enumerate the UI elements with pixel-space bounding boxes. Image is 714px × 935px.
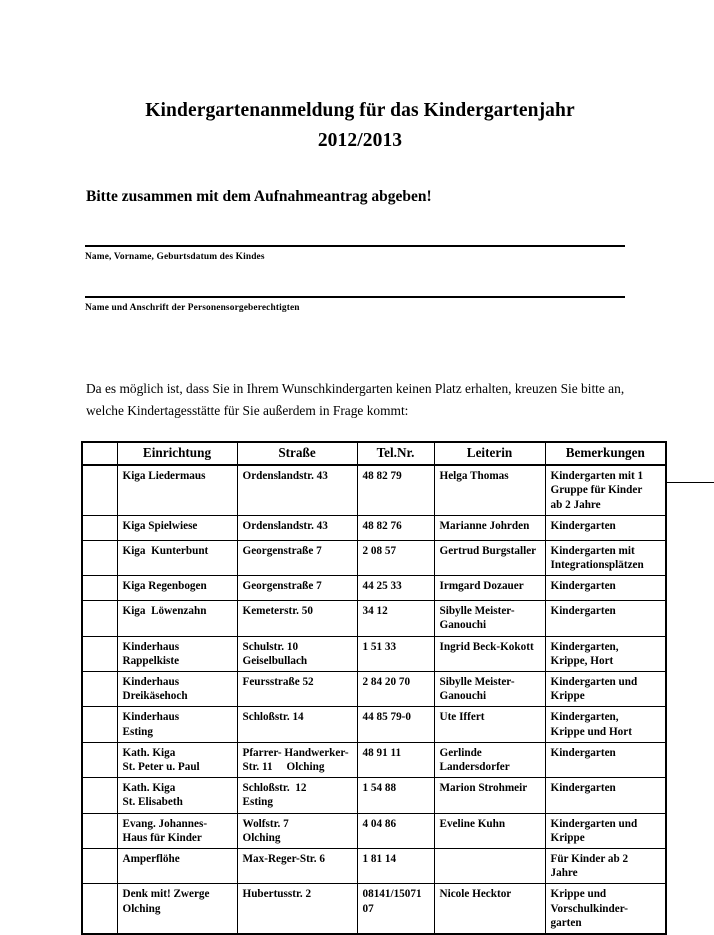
bemerkungen-cell: [545, 540, 666, 575]
leiterin-cell: [434, 884, 545, 934]
cell-line: Für Kinder ab 2: [550, 853, 629, 866]
form-field-caption: Name, Vorname, Geburtsdatum des Kindes: [85, 252, 265, 262]
leiterin-cell: [434, 813, 545, 848]
cell-line: Wolfstr. 7: [242, 817, 289, 830]
leiterin-cell: [434, 742, 545, 777]
table-row: [82, 465, 666, 515]
bemerkungen-cell: [545, 884, 666, 934]
strasse-cell: [237, 636, 357, 671]
einrichtung-cell: [117, 672, 237, 707]
column-header-strasse: Straße: [237, 442, 357, 465]
checkbox-cell[interactable]: [82, 849, 117, 884]
checkbox-cell[interactable]: [82, 707, 117, 742]
table-row: [82, 576, 666, 601]
table-header: [82, 442, 666, 465]
cell-line: Kiga Löwenzahn: [122, 605, 207, 618]
cell-line: Marianne Johrden: [439, 519, 530, 532]
strasse-cell: [237, 707, 357, 742]
cell-line: Kindergarten mit: [550, 544, 635, 557]
cell-line: Helga Thomas: [439, 470, 509, 483]
telefon-cell: [357, 707, 434, 742]
cell-line: Kindergarten mit 1: [550, 470, 644, 483]
table-row: [82, 672, 666, 707]
page-title: [80, 96, 640, 156]
strasse-cell: [237, 672, 357, 707]
telefon-cell: [357, 601, 434, 636]
cell-line: Kinderhaus: [122, 711, 180, 724]
cell-line: Olching: [122, 902, 161, 915]
cell-line: Gruppe für Kinder: [550, 484, 643, 497]
telefon-cell: [357, 540, 434, 575]
cell-line: 48 82 79: [362, 470, 402, 483]
cell-line: Kindergarten und: [550, 817, 638, 830]
checkbox-cell[interactable]: [82, 515, 117, 540]
checkbox-cell[interactable]: [82, 742, 117, 777]
cell-line: Kath. Kiga: [122, 782, 176, 795]
column-header-leiterin: Leiterin: [434, 442, 545, 465]
bemerkungen-cell: [545, 672, 666, 707]
scan-line-artifact: [666, 482, 714, 483]
cell-line: Ute Iffert: [439, 711, 485, 724]
table-header-row: [82, 442, 666, 465]
cell-line: 08141/15071: [362, 888, 422, 901]
cell-line: Kindergarten: [550, 782, 616, 795]
cell-line: Eveline Kuhn: [439, 817, 506, 830]
cell-line: Kiga Regenbogen: [122, 580, 207, 593]
cell-line: Kemeterstr. 50: [242, 605, 313, 618]
checkbox-cell[interactable]: [82, 778, 117, 813]
cell-line: Ingrid Beck-Kokott: [439, 640, 534, 653]
cell-line: Dreikäsehoch: [122, 690, 188, 703]
intro-text: Da es möglich ist, dass Sie in Ihrem Wunschkindergarten keinen Platz erhalten, kreuzen Sie bitte an, welche Kindertagesstätte für Sie außerdem in Frage kommt:: [86, 381, 625, 418]
cell-line: Haus für Kinder: [122, 831, 202, 844]
cell-line: Hubertusstr. 2: [242, 888, 312, 901]
checkbox-cell[interactable]: [82, 813, 117, 848]
einrichtung-cell: [117, 707, 237, 742]
telefon-cell: [357, 576, 434, 601]
leiterin-cell: [434, 707, 545, 742]
cell-line: Sibylle Meister-: [439, 676, 515, 689]
cell-line: Esting: [122, 725, 153, 738]
cell-line: 1 54 88: [362, 782, 397, 795]
telefon-cell: [357, 849, 434, 884]
leiterin-cell: [434, 636, 545, 671]
table-row: [82, 515, 666, 540]
strasse-cell: [237, 465, 357, 515]
cell-line: Kinderhaus: [122, 640, 180, 653]
bemerkungen-cell: [545, 465, 666, 515]
einrichtung-cell: [117, 884, 237, 934]
checkbox-cell[interactable]: [82, 576, 117, 601]
table-row: [82, 601, 666, 636]
einrichtung-cell: [117, 576, 237, 601]
telefon-cell: [357, 778, 434, 813]
cell-line: 1 81 14: [362, 853, 397, 866]
einrichtung-cell: [117, 742, 237, 777]
column-header-einrichtung: Einrichtung: [117, 442, 237, 465]
cell-line: Kindergarten: [550, 580, 616, 593]
title-line-1: Kindergartenanmeldung für das Kindergartenjahr: [145, 100, 575, 121]
cell-line: ab 2 Jahre: [550, 498, 601, 511]
column-header-bemerkungen: Bemerkungen: [545, 442, 666, 465]
table-row: [82, 636, 666, 671]
cell-line: Pfarrer- Handwerker-: [242, 746, 349, 759]
telefon-cell: [357, 465, 434, 515]
title-line-2: 2012/2013: [317, 130, 403, 151]
telefon-cell: [357, 742, 434, 777]
table-row: [82, 707, 666, 742]
leiterin-cell: [434, 601, 545, 636]
leiterin-cell: [434, 778, 545, 813]
cell-line: Gertrud Burgstaller: [439, 544, 537, 557]
cell-line: Jahre: [550, 867, 578, 880]
cell-line: Ordenslandstr. 43: [242, 470, 328, 483]
einrichtung-cell: [117, 515, 237, 540]
cell-line: St. Peter u. Paul: [122, 761, 200, 774]
cell-line: 48 91 11: [362, 746, 402, 759]
column-header-checkbox: [82, 442, 117, 465]
cell-line: 48 82 76: [362, 519, 402, 532]
column-header-telefon: Tel.Nr.: [357, 442, 434, 465]
strasse-cell: [237, 778, 357, 813]
cell-line: Kindergarten: [550, 519, 616, 532]
leiterin-cell: [434, 576, 545, 601]
cell-line: Schulstr. 10: [242, 640, 299, 653]
form-field-guardian-name[interactable]: [85, 296, 625, 315]
cell-line: Georgenstraße 7: [242, 580, 322, 593]
cell-line: Feursstraße 52: [242, 676, 314, 689]
form-field-caption: Name und Anschrift der Personensorgeberechtigten: [85, 303, 300, 313]
telefon-cell: [357, 515, 434, 540]
bemerkungen-cell: [545, 813, 666, 848]
cell-line: Amperflöhe: [122, 853, 180, 866]
cell-line: Sibylle Meister-: [439, 605, 515, 618]
cell-line: Irmgard Dozauer: [439, 580, 524, 593]
cell-line: Evang. Johannes-: [122, 817, 208, 830]
intro-paragraph: [86, 378, 626, 422]
telefon-cell: [357, 636, 434, 671]
cell-line: 34 12: [362, 605, 388, 618]
leiterin-cell: [434, 849, 545, 884]
cell-line: Kindergarten: [550, 746, 616, 759]
cell-line: Kinderhaus: [122, 676, 180, 689]
bemerkungen-cell: [545, 849, 666, 884]
cell-line: Kiga Kunterbunt: [122, 544, 209, 557]
checkbox-cell[interactable]: [82, 636, 117, 671]
strasse-cell: [237, 576, 357, 601]
cell-line: Krippe: [550, 831, 585, 844]
table-row: [82, 540, 666, 575]
form-field-child-name[interactable]: [85, 245, 625, 264]
cell-line: Vorschulkinder-: [550, 902, 628, 915]
cell-line: Schloßstr. 12: [242, 782, 307, 795]
cell-line: Rappelkiste: [122, 654, 180, 667]
cell-line: 1 51 33: [362, 640, 397, 653]
telefon-cell: [357, 672, 434, 707]
facilities-table: [81, 441, 667, 935]
checkbox-cell[interactable]: [82, 601, 117, 636]
cell-line: St. Elisabeth: [122, 796, 183, 809]
checkbox-cell[interactable]: [82, 672, 117, 707]
cell-line: Krippe: [550, 690, 585, 703]
cell-line: 07: [362, 902, 374, 915]
strasse-cell: [237, 540, 357, 575]
cell-line: Kiga Spielwiese: [122, 519, 198, 532]
leiterin-cell: [434, 465, 545, 515]
cell-line: Esting: [242, 796, 273, 809]
table-row: [82, 742, 666, 777]
einrichtung-cell: [117, 849, 237, 884]
telefon-cell: [357, 884, 434, 934]
leiterin-cell: [434, 515, 545, 540]
cell-line: Max-Reger-Str. 6: [242, 853, 325, 866]
checkbox-cell[interactable]: [82, 884, 117, 934]
strasse-cell: [237, 515, 357, 540]
cell-line: Schloßstr. 14: [242, 711, 304, 724]
cell-line: Nicole Hecktor: [439, 888, 512, 901]
bemerkungen-cell: [545, 778, 666, 813]
cell-line: Gerlinde: [439, 746, 482, 759]
bemerkungen-cell: [545, 515, 666, 540]
cell-line: Geiselbullach: [242, 654, 308, 667]
cell-line: 2 08 57: [362, 544, 397, 557]
cell-line: Krippe, Hort: [550, 654, 614, 667]
table-row: [82, 813, 666, 848]
einrichtung-cell: [117, 540, 237, 575]
cell-line: 44 85 79-0: [362, 711, 411, 724]
bemerkungen-cell: [545, 707, 666, 742]
table-row: [82, 884, 666, 934]
cell-line: Krippe und Hort: [550, 725, 632, 738]
cell-line: Kindergarten,: [550, 640, 619, 653]
einrichtung-cell: [117, 778, 237, 813]
strasse-cell: [237, 742, 357, 777]
cell-line: Landersdorfer: [439, 761, 510, 774]
strasse-cell: [237, 849, 357, 884]
cell-line: Georgenstraße 7: [242, 544, 322, 557]
cell-line: Integrationsplätzen: [550, 559, 644, 572]
cell-line: Krippe und: [550, 888, 607, 901]
cell-line: 2 84 20 70: [362, 676, 411, 689]
telefon-cell: [357, 813, 434, 848]
table-body: [82, 465, 666, 934]
cell-line: Kindergarten,: [550, 711, 619, 724]
bemerkungen-cell: [545, 742, 666, 777]
cell-line: Kindergarten und: [550, 676, 638, 689]
cell-line: garten: [550, 916, 582, 929]
cell-line: Ganouchi: [439, 619, 487, 632]
cell-line: Kath. Kiga: [122, 746, 176, 759]
checkbox-cell[interactable]: [82, 540, 117, 575]
cell-line: Ganouchi: [439, 690, 487, 703]
leiterin-cell: [434, 540, 545, 575]
facilities-table-container: [81, 441, 665, 935]
cell-line: Kindergarten: [550, 605, 616, 618]
strasse-cell: [237, 813, 357, 848]
table-row: [82, 778, 666, 813]
cell-line: Denk mit! Zwerge: [122, 888, 210, 901]
strasse-cell: [237, 601, 357, 636]
cell-line: Kiga Liedermaus: [122, 470, 206, 483]
strasse-cell: [237, 884, 357, 934]
cell-line: Ordenslandstr. 43: [242, 519, 328, 532]
cell-line: Olching: [242, 831, 281, 844]
einrichtung-cell: [117, 636, 237, 671]
bemerkungen-cell: [545, 601, 666, 636]
bemerkungen-cell: [545, 576, 666, 601]
bemerkungen-cell: [545, 636, 666, 671]
einrichtung-cell: [117, 601, 237, 636]
table-row: [82, 849, 666, 884]
cell-line: Str. 11 Olching: [242, 761, 325, 774]
subtitle-note: Bitte zusammen mit dem Aufnahmeantrag abgeben!: [86, 188, 432, 205]
einrichtung-cell: [117, 813, 237, 848]
checkbox-cell[interactable]: [82, 465, 117, 515]
cell-line: 44 25 33: [362, 580, 402, 593]
leiterin-cell: [434, 672, 545, 707]
cell-line: 4 04 86: [362, 817, 397, 830]
cell-line: Marion Strohmeir: [439, 782, 528, 795]
einrichtung-cell: [117, 465, 237, 515]
